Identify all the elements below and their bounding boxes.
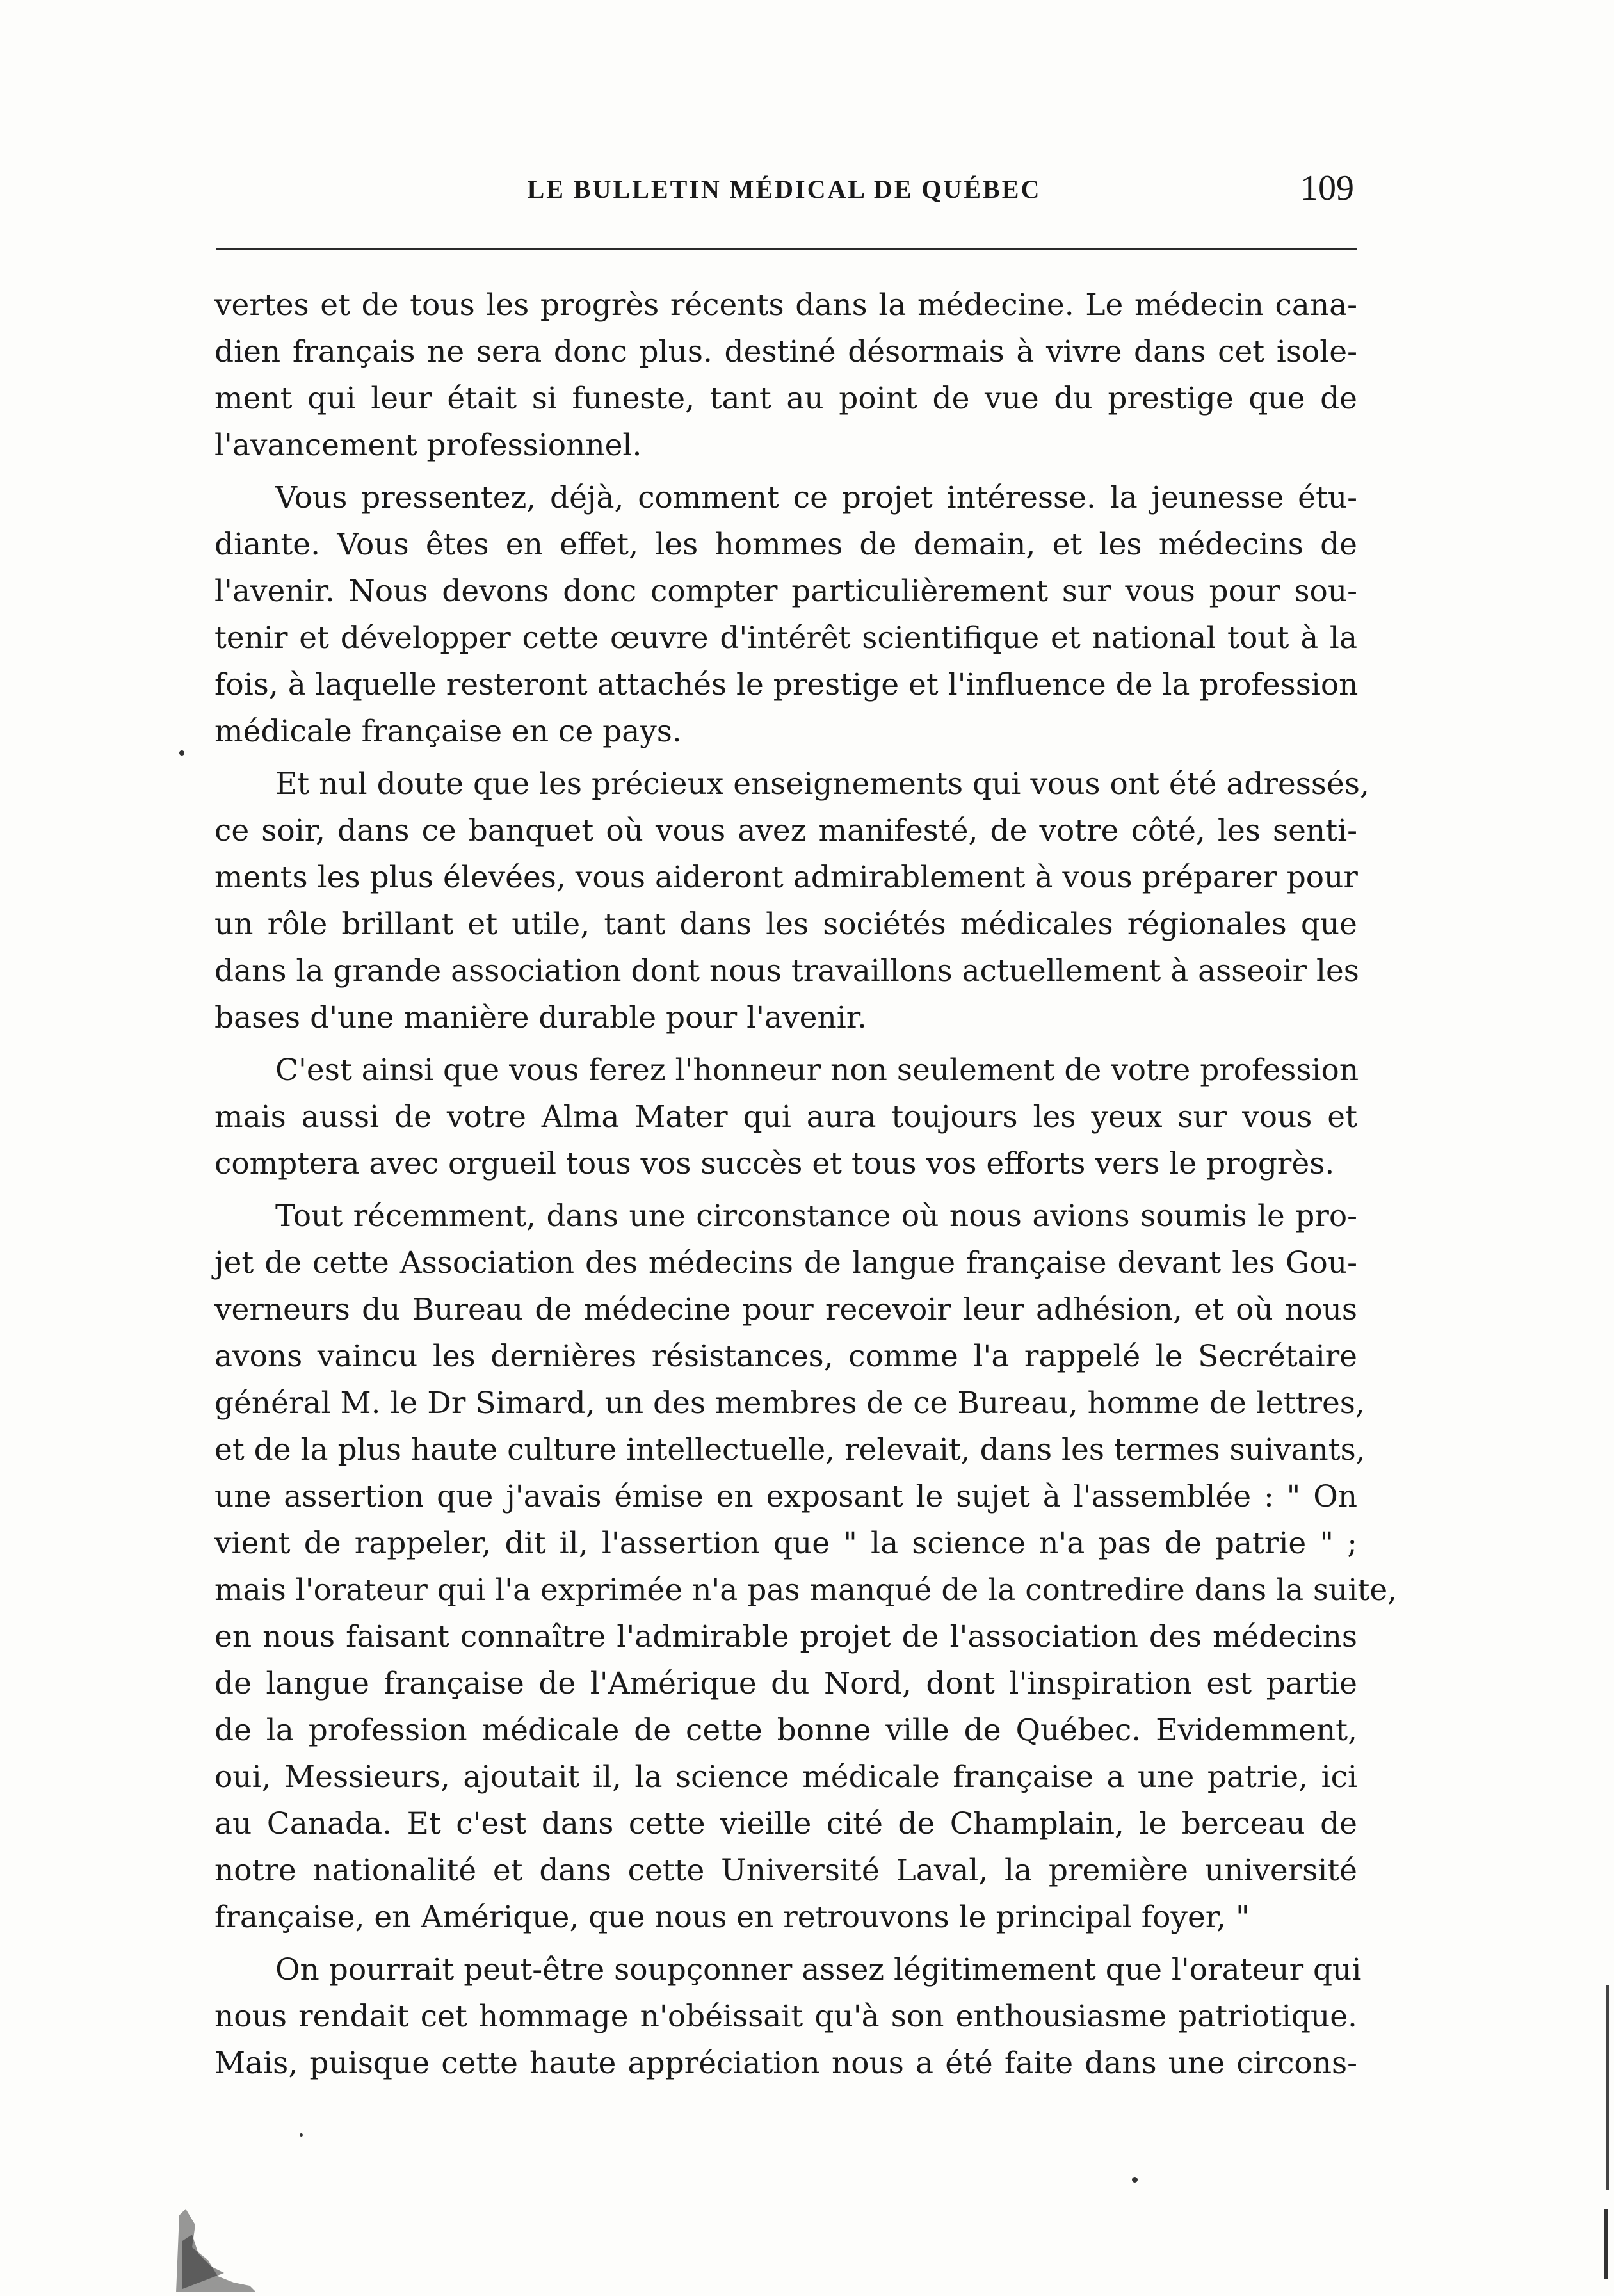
text-line: comptera avec orgueil tous vos succès et tous vos efforts vers le progrès. — [214, 1146, 1335, 1181]
body-text — [214, 282, 1398, 2087]
text-line: notre nationalité et dans cette Université Laval, la première université — [214, 1853, 1357, 1888]
text-line: au Canada. Et c'est dans cette vieille cité de Champlain, le berceau de — [214, 1806, 1357, 1841]
text-line: diante. Vous êtes en effet, les hommes de demain, et les médecins de — [214, 527, 1357, 562]
text-line: un rôle brillant et utile, tant dans les sociétés médicales régionales que — [214, 907, 1357, 942]
paragraph — [214, 761, 1369, 1041]
ink-speck — [300, 2133, 303, 2137]
paragraph — [214, 1193, 1398, 1941]
text-line: Tout récemment, dans une circonstance où nous avions soumis le pro- — [275, 1199, 1357, 1234]
text-line: jet de cette Association des médecins de langue française devant les Gou- — [214, 1245, 1357, 1281]
paragraph — [214, 1946, 1362, 2087]
text-line: une assertion que j'avais émise en exposant le sujet à l'assemblée : " On — [214, 1479, 1357, 1514]
ink-speck — [179, 750, 184, 756]
running-title: LE BULLETIN MÉDICAL DE QUÉBEC — [527, 175, 1042, 204]
margin-mark — [1606, 1985, 1609, 2190]
text-line: dans la grande association dont nous travaillons actuellement à asseoir les — [214, 953, 1359, 989]
text-line: Mais, puisque cette haute appréciation nous a été faite dans une circons- — [214, 2046, 1357, 2081]
text-line: C'est ainsi que vous ferez l'honneur non seulement de votre profession — [275, 1053, 1359, 1088]
text-line: dien français ne sera donc plus. destiné désormais à vivre dans cet isole- — [214, 334, 1357, 369]
paragraph — [214, 474, 1357, 755]
margin-mark — [1604, 2209, 1608, 2279]
text-line: de langue française de l'Amérique du Nord, dont l'inspiration est partie — [214, 1666, 1357, 1701]
text-line: de la profession médicale de cette bonne ville de Québec. Evidemment, — [214, 1713, 1357, 1748]
text-line: bases d'une manière durable pour l'avenir. — [214, 1000, 867, 1035]
paragraph — [214, 1047, 1357, 1187]
text-line: vertes et de tous les progrès récents dans la médecine. Le médecin cana- — [214, 287, 1357, 323]
text-line: française, en Amérique, que nous en retrouvons le principal foyer, " — [214, 1900, 1250, 1935]
text-line: l'avancement professionnel. — [214, 428, 642, 463]
text-line: et de la plus haute culture intellectuelle, relevait, dans les termes suivants, — [214, 1432, 1366, 1467]
header-rule — [216, 248, 1357, 250]
text-line: vient de rappeler, dit il, l'assertion que " la science n'a pas de patrie " ; — [214, 1526, 1357, 1561]
text-line: verneurs du Bureau de médecine pour recevoir leur adhésion, et où nous — [214, 1292, 1357, 1327]
text-line: mais l'orateur qui l'a exprimée n'a pas manqué de la contredire dans la suite, — [214, 1572, 1398, 1608]
paragraph — [214, 282, 1357, 469]
page-number: 109 — [1300, 168, 1354, 208]
text-line: Vous pressentez, déjà, comment ce projet intéresse. la jeunesse étu- — [275, 480, 1357, 515]
text-line: l'avenir. Nous devons donc compter particulièrement sur vous pour sou- — [214, 574, 1357, 609]
text-line: fois, à laquelle resteront attachés le prestige et l'influence de la profession — [214, 667, 1359, 702]
text-line: mais aussi de votre Alma Mater qui aura toujours les yeux sur vous et — [214, 1099, 1357, 1135]
text-line: nous rendait cet hommage n'obéissait qu'à son enthousiasme patriotique. — [214, 1999, 1357, 2034]
text-line: tenir et développer cette œuvre d'intérêt scientifique et national tout à la — [214, 620, 1357, 656]
text-line: On pourrait peut-être soupçonner assez légitimement que l'orateur qui — [275, 1952, 1362, 1987]
text-line: oui, Messieurs, ajoutait il, la science médicale française a une patrie, ici — [214, 1759, 1357, 1795]
text-line: ce soir, dans ce banquet où vous avez manifesté, de votre côté, les senti- — [214, 813, 1357, 848]
text-line: Et nul doute que les précieux enseignements qui vous ont été adressés, — [275, 766, 1369, 802]
scan-smudge — [173, 2164, 262, 2292]
text-line: ments les plus élevées, vous aideront admirablement à vous préparer pour — [214, 860, 1358, 895]
text-line: avons vaincu les dernières résistances, comme l'a rappelé le Secrétaire — [214, 1339, 1357, 1374]
text-line: général M. le Dr Simard, un des membres de ce Bureau, homme de lettres, — [214, 1386, 1365, 1421]
page-header — [214, 168, 1354, 213]
text-line: ment qui leur était si funeste, tant au point de vue du prestige que de — [214, 381, 1357, 416]
ink-speck — [1132, 2177, 1138, 2183]
text-line: en nous faisant connaître l'admirable projet de l'association des médecins — [214, 1619, 1357, 1654]
text-line: médicale française en ce pays. — [214, 714, 682, 749]
